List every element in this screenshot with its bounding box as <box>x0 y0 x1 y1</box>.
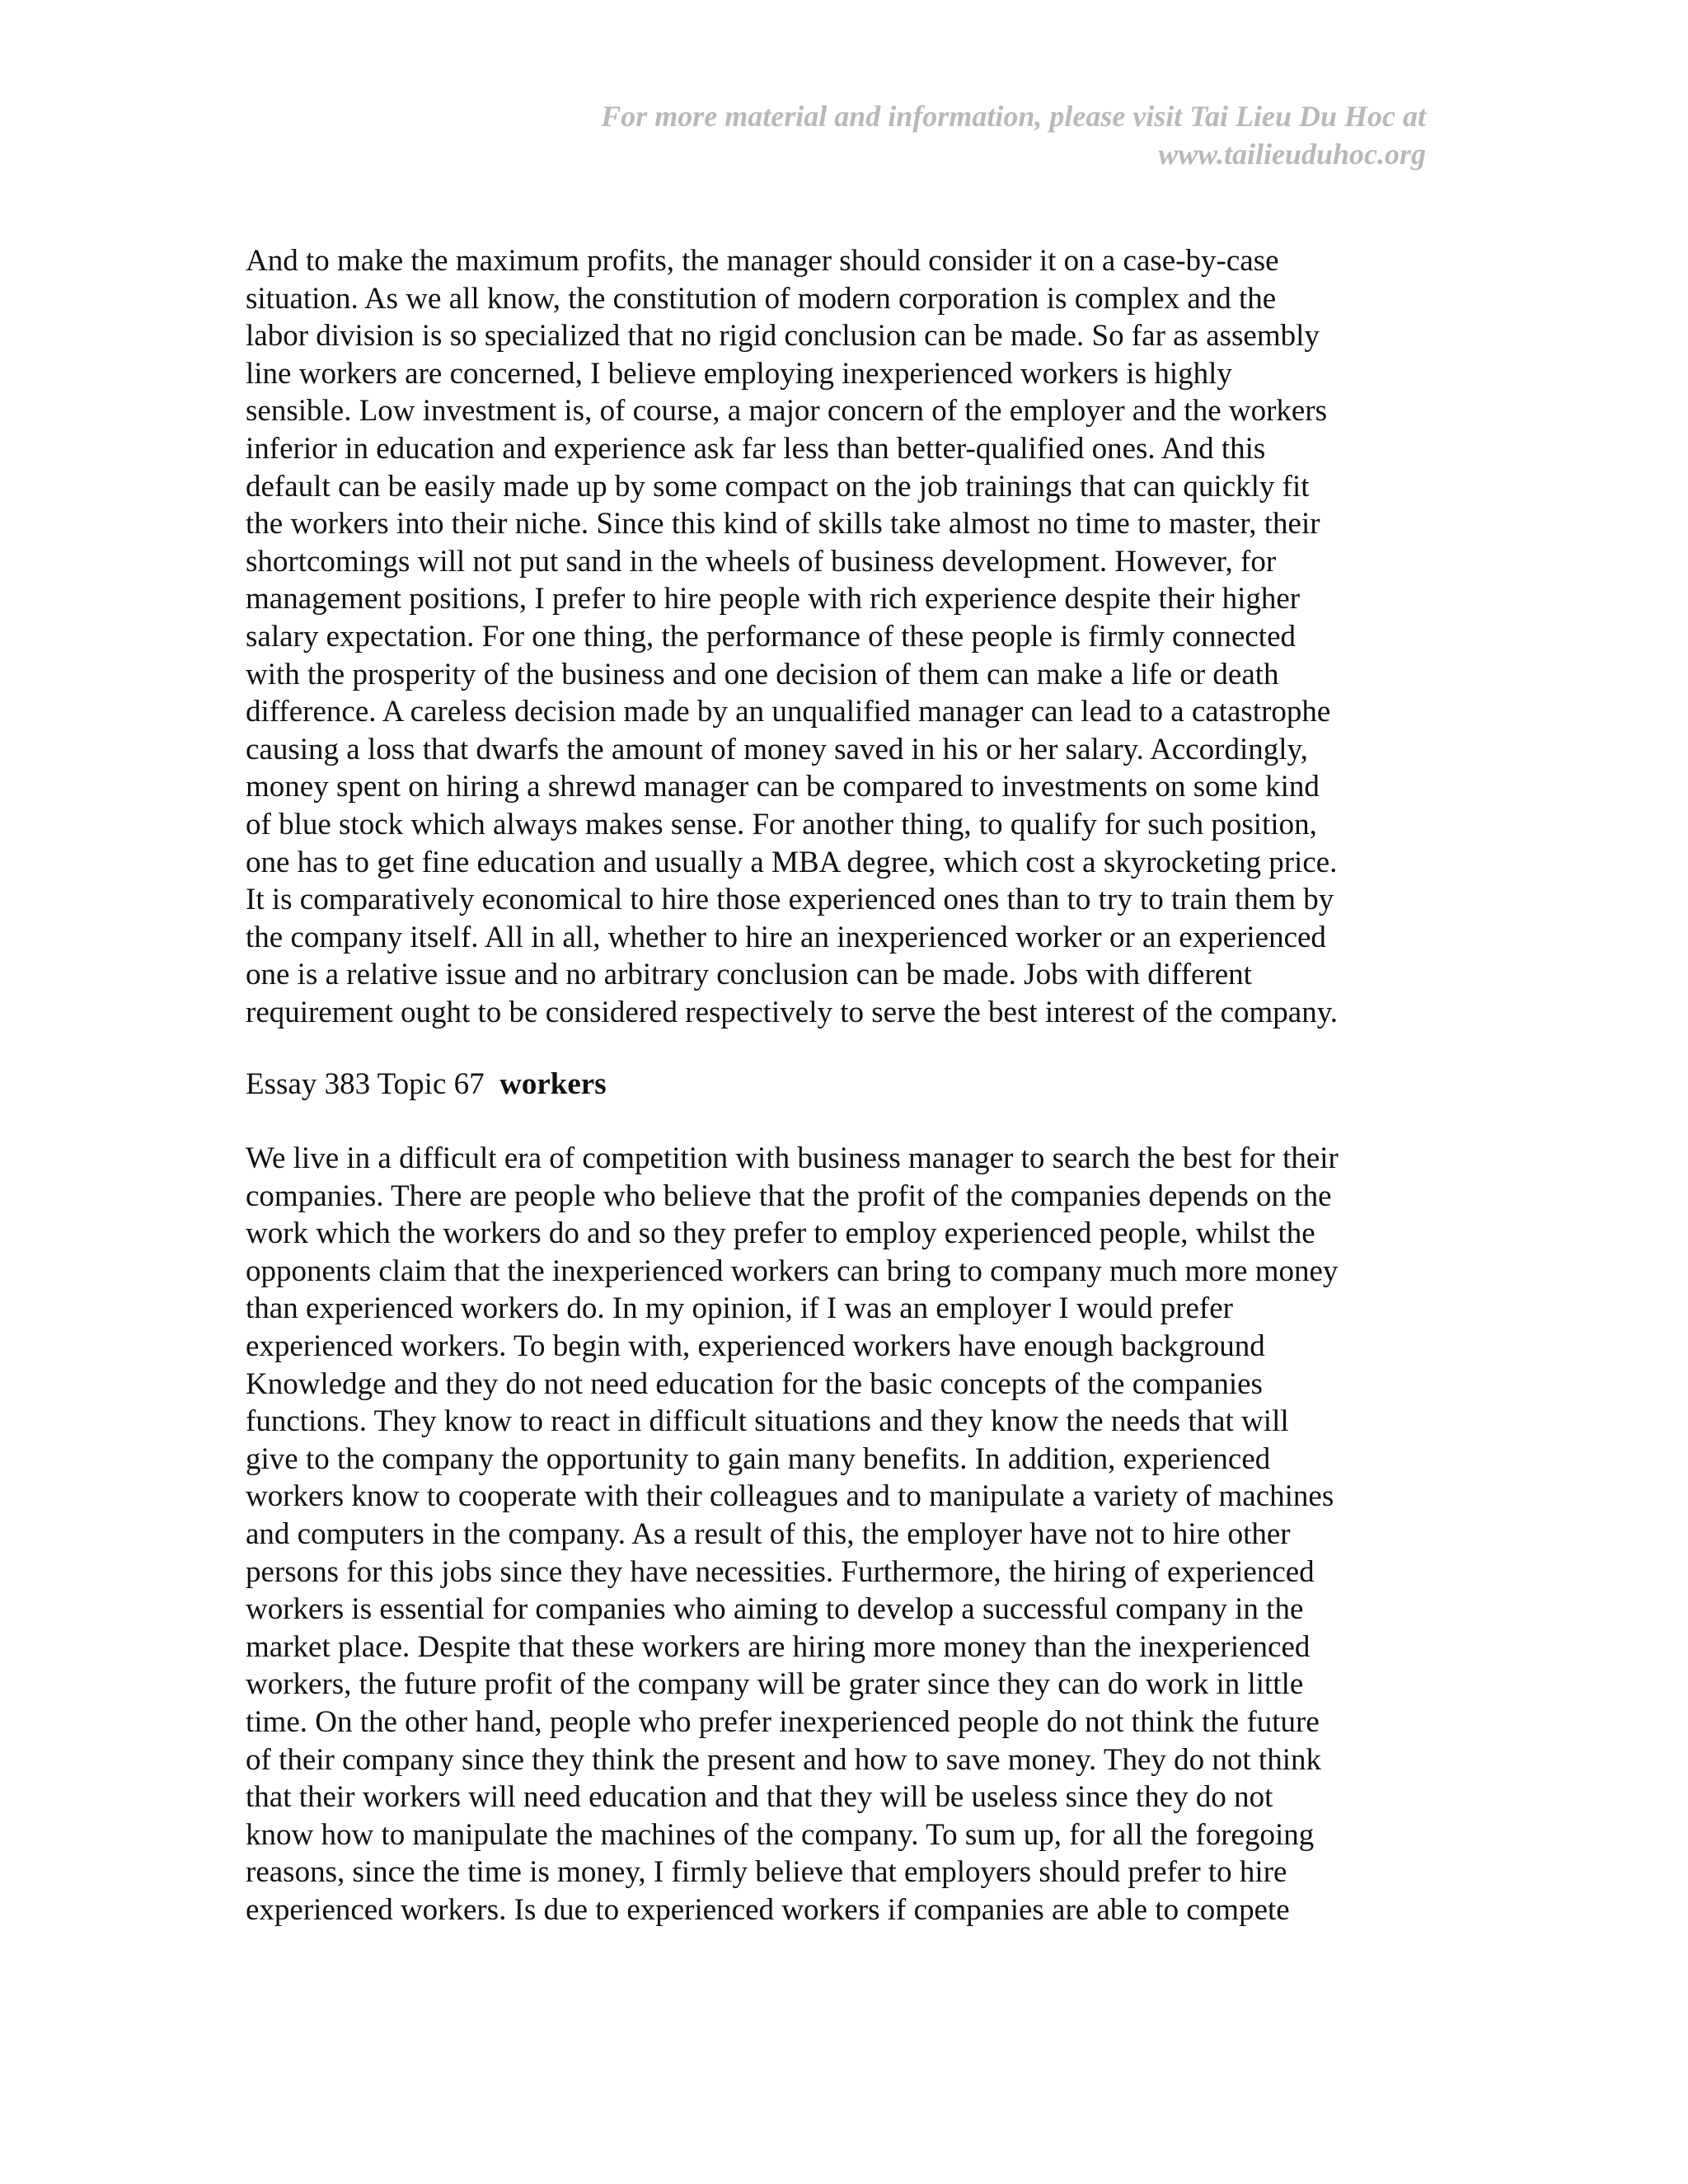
essay-heading-prefix: Essay 383 Topic 67 <box>246 1067 485 1102</box>
text-line: difference. A careless decision made by an unqualified manager can lead to a catastrophe <box>246 695 1331 729</box>
text-line: management positions, I prefer to hire people with rich experience despite their higher <box>246 582 1301 616</box>
text-line: market place. Despite that these workers are hiring more money than the inexperienced <box>246 1629 1311 1664</box>
header-website: www.tailieuduhoc.org <box>1158 138 1426 171</box>
text-line: one is a relative issue and no arbitrary conclusion can be made. Jobs with different <box>246 958 1252 992</box>
text-line: causing a loss that dwarfs the amount of money saved in his or her salary. Accordingly, <box>246 732 1308 766</box>
text-line: know how to manipulate the machines of the company. To sum up, for all the foregoing <box>246 1817 1315 1852</box>
text-line: We live in a difficult era of competition with business manager to search the best for their <box>246 1141 1339 1176</box>
text-line: than experienced workers do. In my opinion, if I was an employer I would prefer <box>246 1291 1234 1326</box>
text-line: persons for this jobs since they have necessities. Furthermore, the hiring of experienced <box>246 1554 1315 1589</box>
text-line: opponents claim that the inexperienced workers can bring to company much more money <box>246 1254 1339 1288</box>
text-line: workers is essential for companies who aiming to develop a successful company in the <box>246 1592 1304 1627</box>
text-line: workers know to cooperate with their colleagues and to manipulate a variety of machines <box>246 1479 1334 1514</box>
text-line: labor division is so specialized that no rigid conclusion can be made. So far as assembly <box>246 319 1320 354</box>
text-line: reasons, since the time is money, I firmly believe that employers should prefer to hire <box>246 1855 1287 1890</box>
text-line: inferior in education and experience ask far less than better-qualified ones. And this <box>246 431 1266 466</box>
text-line: work which the workers do and so they prefer to employ experienced people, whilst the <box>246 1216 1315 1251</box>
text-line: salary expectation. For one thing, the performance of these people is firmly connected <box>246 619 1296 654</box>
text-line: give to the company the opportunity to gain many benefits. In addition, experienced <box>246 1441 1271 1476</box>
text-line: the workers into their niche. Since this kind of skills take almost no time to master, their <box>246 507 1320 541</box>
text-line: of blue stock which always makes sense. For another thing, to qualify for such position, <box>246 807 1317 841</box>
text-line: workers, the future profit of the company will be grater since they can do work in little <box>246 1667 1304 1702</box>
text-line: situation. As we all know, the constitution of modern corporation is complex and the <box>246 281 1277 316</box>
text-line: experienced workers. Is due to experienced workers if companies are able to compete <box>246 1892 1290 1927</box>
text-line: the company itself. All in all, whether to hire an inexperienced worker or an experienced <box>246 920 1326 954</box>
text-line: of their company since they think the present and how to save money. They do not think <box>246 1742 1321 1777</box>
header-line-1: For more material and information, please visit Tai Lieu Du Hoc at <box>601 100 1426 133</box>
paragraph-1 <box>246 242 1432 1031</box>
text-line: requirement ought to be considered respectively to serve the best interest of the company. <box>246 995 1339 1029</box>
text-line: And to make the maximum profits, the manager should consider it on a case-by-case <box>246 244 1279 278</box>
text-line: and computers in the company. As a result of this, the employer have not to hire other <box>246 1517 1291 1551</box>
text-line: time. On the other hand, people who prefer inexperienced people do not think the future <box>246 1704 1320 1739</box>
text-line: with the prosperity of the business and one decision of them can make a life or death <box>246 657 1279 691</box>
essay-heading-title: workers <box>499 1067 607 1102</box>
text-line: It is comparatively economical to hire those experienced ones than to try to train them by <box>246 883 1334 917</box>
text-line: default can be easily made up by some compact on the job trainings that can quickly fit <box>246 469 1310 504</box>
text-line: Knowledge and they do not need education for the basic concepts of the companies <box>246 1366 1263 1401</box>
document-body <box>246 242 1432 1929</box>
text-line: line workers are concerned, I believe employing inexperienced workers is highly <box>246 356 1232 391</box>
page-header <box>437 97 1426 173</box>
text-line: shortcomings will not put sand in the wheels of business development. However, for <box>246 544 1277 579</box>
essay-heading <box>246 1031 1432 1140</box>
text-line: companies. There are people who believe that the profit of the companies depends on the <box>246 1179 1332 1213</box>
text-line: sensible. Low investment is, of course, a major concern of the employer and the workers <box>246 394 1328 429</box>
text-line: one has to get fine education and usually a MBA degree, which cost a skyrocketing price. <box>246 845 1338 879</box>
text-line: money spent on hiring a shrewd manager can be compared to investments on some kind <box>246 770 1320 804</box>
text-line: that their workers will need education and that they will be useless since they do not <box>246 1780 1273 1815</box>
text-line: experienced workers. To begin with, experienced workers have enough background <box>246 1329 1265 1364</box>
text-line: functions. They know to react in difficult situations and they know the needs that will <box>246 1404 1289 1439</box>
paragraph-2 <box>246 1140 1432 1929</box>
